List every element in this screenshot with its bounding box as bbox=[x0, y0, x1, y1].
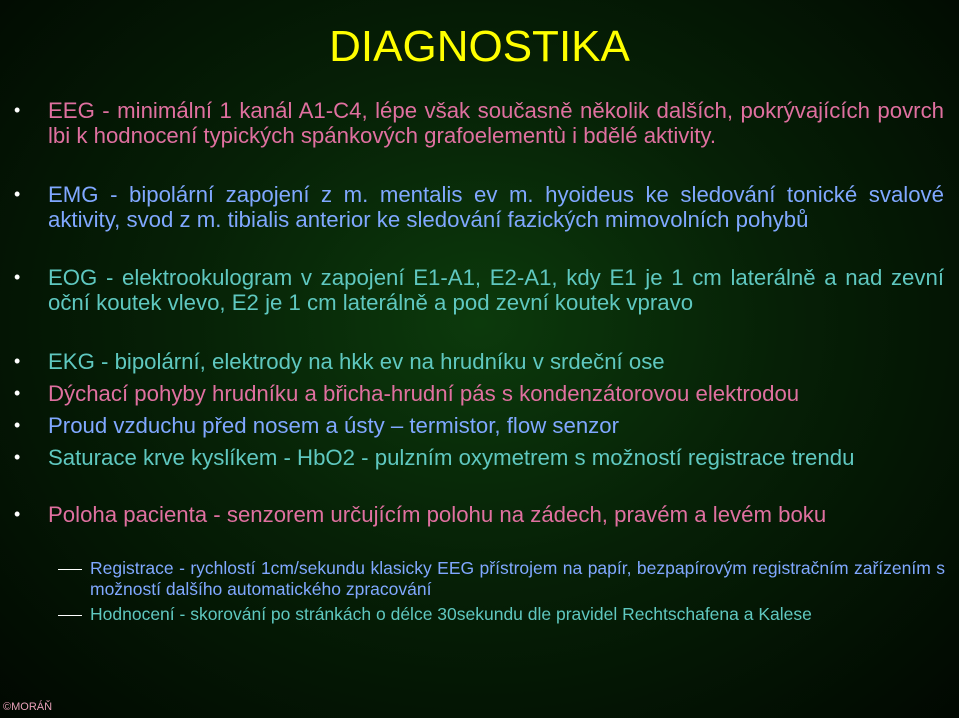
list-item-text: Saturace krve kyslíkem - HbO2 - pulzním oxymetrem s možností registrace trendu bbox=[48, 445, 855, 470]
dash-icon bbox=[58, 615, 82, 616]
bullet-dot-icon: • bbox=[14, 447, 21, 467]
dash-icon bbox=[58, 569, 82, 570]
list-item-text: EOG - elektrookulogram v zapojení E1-A1, E2-A1, kdy E1 je 1 cm laterálně a nad zevní oční koutek vlevo, E2 je 1 cm laterálně a pod zevní koutek vpravo bbox=[48, 265, 944, 315]
bullet-dot-icon: • bbox=[14, 415, 21, 435]
bullet-dot-icon: • bbox=[14, 383, 21, 403]
bullet-dot-icon: • bbox=[14, 184, 21, 204]
sub-list-item-text: Registrace - rychlostí 1cm/sekundu klasicky EEG přístrojem na papír, bezpapírovým registračním zařízením s možností dalšího automatického zpracování bbox=[90, 558, 945, 599]
list-item-text: EEG - minimální 1 kanál A1-C4, lépe však současně několik dalších, pokrývajících povrch lbi k hodnocení typických spánkových grafoelementù i bdělé aktivity. bbox=[48, 98, 944, 148]
bullet-dot-icon: • bbox=[14, 267, 21, 287]
list-item-text: EMG - bipolární zapojení z m. mentalis ev m. hyoideus ke sledování tonické svalové aktivity, svod z m. tibialis anterior ke sledování fazických mimovolních pohybů bbox=[48, 182, 944, 232]
bullet-dot-icon: • bbox=[14, 100, 21, 120]
bullet-dot-icon: • bbox=[14, 504, 21, 524]
sub-list-item-text: Hodnocení - skorování po stránkách o délce 30sekundu dle pravidel Rechtschafena a Kalese bbox=[90, 604, 812, 624]
list-item-text: EKG - bipolární, elektrody na hkk ev na hrudníku v srdeční ose bbox=[48, 349, 665, 374]
bullet-dot-icon: • bbox=[14, 351, 21, 371]
list-item-text: Proud vzduchu před nosem a ústy – termistor, flow senzor bbox=[48, 413, 619, 438]
list-item-text: Dýchací pohyby hrudníku a břicha-hrudní pás s kondenzátorovou elektrodou bbox=[48, 381, 800, 406]
copyright-footer: ©MORÁŇ bbox=[3, 701, 53, 713]
list-item-text: Poloha pacienta - senzorem určujícím polohu na zádech, pravém a levém boku bbox=[48, 502, 827, 527]
slide-title: DIAGNOSTIKA bbox=[329, 22, 630, 71]
